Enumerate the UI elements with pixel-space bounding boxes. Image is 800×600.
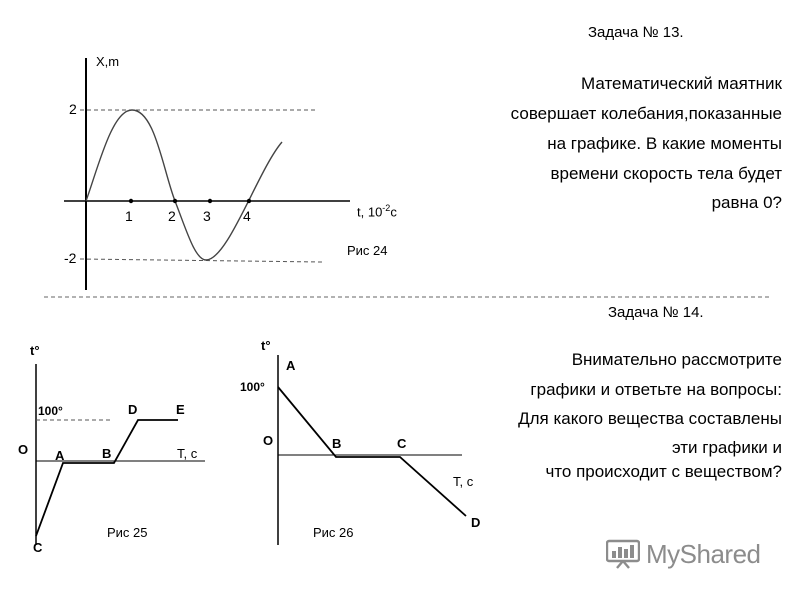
fig24-x-axis-label-main: t, 10 — [357, 204, 383, 220]
task13-line-1: Математический маятник — [581, 74, 782, 93]
fig24-sine-curve — [86, 110, 282, 260]
fig24-caption: Рис 24 — [347, 243, 388, 258]
fig26-curve — [278, 387, 466, 516]
fig25-caption: Рис 25 — [107, 525, 148, 540]
task14-line-5: что происходит с веществом? — [545, 462, 782, 481]
fig24-y-tick-minus2: -2 — [64, 250, 77, 266]
fig25-y-axis-label: t° — [30, 343, 40, 358]
fig25-origin-label: O — [18, 442, 29, 457]
fig25-point-a: A — [55, 448, 65, 463]
fig25-point-e: E — [176, 402, 185, 417]
task14-line-3: Для какого вещества составлены — [518, 409, 782, 428]
fig24-lower-dashed-line — [80, 259, 322, 262]
task14-line-4: эти графики и — [671, 438, 782, 457]
fig26-y-axis-label: t° — [261, 338, 271, 353]
fig24-y-axis-label: X,m — [96, 54, 120, 69]
task13-line-3: на графике. В какие моменты — [547, 134, 782, 153]
fig26-origin-label: O — [263, 433, 274, 448]
fig24-x-tick-3: 3 — [203, 208, 211, 224]
fig25-point-c: C — [33, 540, 43, 555]
presentation-board-icon — [606, 539, 640, 569]
fig24-tick-dot-3 — [208, 199, 212, 203]
fig25-curve — [36, 420, 178, 536]
task13-line-5: равна 0? — [711, 193, 782, 212]
task13-line-4: времени скорость тела будет — [550, 164, 782, 183]
fig24-tick-dot-1 — [129, 199, 133, 203]
fig25-point-b: B — [102, 446, 112, 461]
fig24-x-axis-label-exp: -2 — [382, 203, 391, 213]
fig25-level-label: 100° — [38, 404, 63, 418]
fig24-x-axis-label-unit: c — [390, 204, 397, 220]
fig26-level-label: 100° — [240, 380, 265, 394]
fig24-x-axis-label — [357, 203, 397, 219]
task13-title: Задача № 13. — [588, 24, 684, 41]
task14-line-1: Внимательно рассмотрите — [571, 350, 782, 369]
fig26-caption: Рис 26 — [313, 525, 354, 540]
fig24-x-tick-4: 4 — [243, 208, 251, 224]
fig24-graph — [64, 58, 350, 290]
task14-title: Задача № 14. — [608, 304, 704, 321]
fig26-point-a: A — [286, 358, 296, 373]
fig24-y-tick-2: 2 — [69, 101, 77, 117]
fig24-tick-dot-4 — [247, 199, 251, 203]
fig24-x-tick-2: 2 — [168, 208, 176, 224]
fig25-x-axis-label: T, c — [177, 446, 198, 461]
task13-line-2: совершает колебания,показанные — [510, 104, 782, 123]
fig26-x-axis-label: T, c — [453, 474, 474, 489]
watermark-text: MyShared — [646, 538, 761, 569]
fig24-tick-dot-2 — [173, 199, 177, 203]
task14-line-2: графики и ответьте на вопросы: — [530, 380, 782, 399]
fig26-point-d: D — [471, 515, 481, 530]
watermark-logo — [606, 536, 776, 572]
fig25-point-d: D — [128, 402, 138, 417]
fig26-point-c: C — [397, 436, 407, 451]
fig26-graph — [278, 355, 466, 545]
fig24-x-tick-1: 1 — [125, 208, 133, 224]
fig26-point-b: B — [332, 436, 342, 451]
